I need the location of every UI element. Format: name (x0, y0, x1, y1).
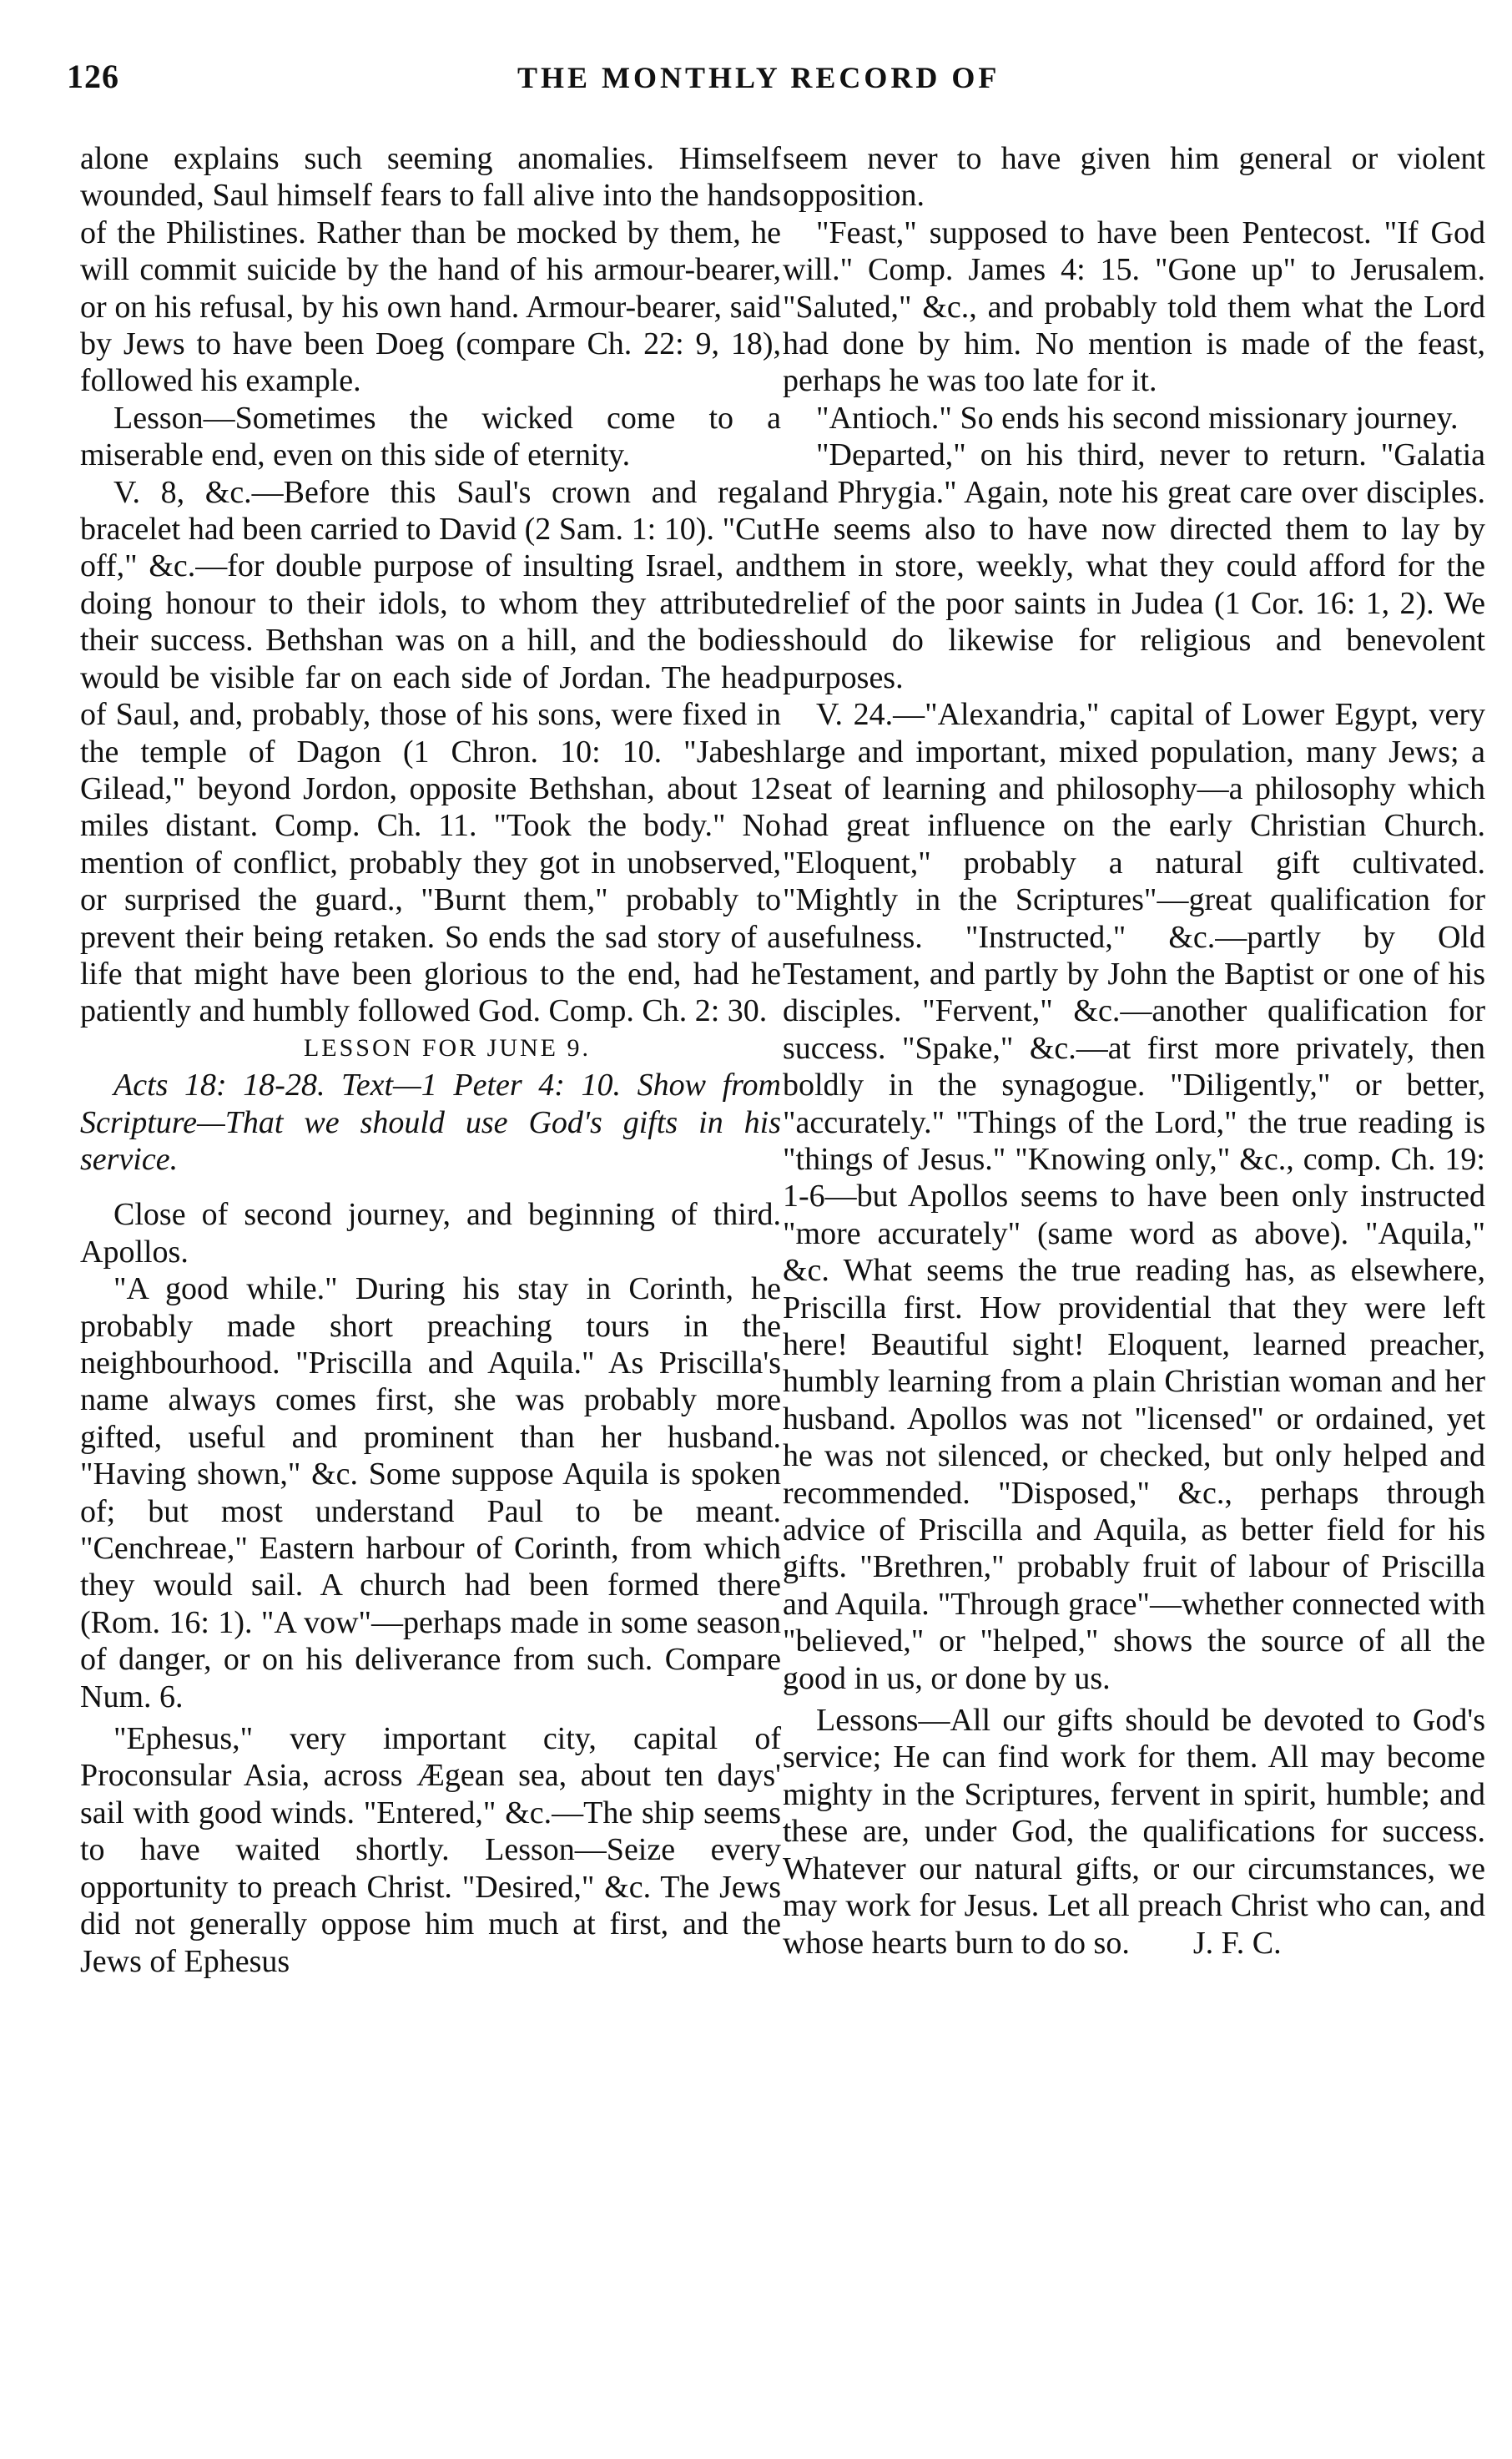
signature: J. F. C. (1192, 1925, 1282, 1961)
running-title: THE MONTHLY RECORD OF (517, 61, 1000, 94)
lessons-paragraph (783, 1702, 1485, 1962)
lessons-text: Lessons—All our gifts should be devoted to God's service; He can find work for them. All may become mighty in the Scriptures, fervent in spirit, humble; and these are, under God, the qualifications for success. Whatever our natural gifts, or our circumstances, we may work for Jesus. Let all preach Christ who can, and whose hearts burn to do so. (783, 1703, 1485, 1961)
left-column (80, 140, 781, 1980)
paragraph: V. 24.—"Alexandria," capital of Lower Egypt, very large and important, mixed population, many Jews; a seat of learning and philosophy—a philosophy which had great influence on the early Christian Church. "Eloquent," probably a natural gift cultivated. "Mightly in the Scriptures"—great qualification for usefulness. "Instructed," &c.—partly by Old Testament, and partly by John the Baptist or one of his disciples. "Fervent," &c.—another qualification for success. "Spake," &c.—at first more privately, then boldly in the synagogue. "Diligently," or better, "accurately." "Things of the Lord," the true reading is "things of Jesus." "Knowing only," &c., comp. Ch. 19: 1-6—but Apollos seems to have been only instructed "more accurately" (same word as above). "Aquila," &c. What seems the true reading has, as elsewhere, Priscilla first. How providential that they were left here! Beautiful sight! Eloquent, learned preacher, humbly learning from a plain Christian woman and her husband. Apollos was not "licensed" or ordained, yet he was not silenced, or checked, but only helped and recommended. "Disposed," &c., perhaps through advice of Priscilla and Aquila, as better field for his gifts. "Brethren," probably fruit of labour of Priscilla and Aquila. "Through grace"—whether connected with "believed," or "helped," shows the source of all the good in us, or done by us. (783, 697, 1485, 1696)
paragraph: alone explains such seeming anomalies. Himself wounded, Saul himself fears to fall alive into the hands of the Philistines. Rather than be mocked by them, he will commit suicide by the hand of his armour-bearer, or on his refusal, by his own hand. Armour-bearer, said by Jews to have been Doeg (compare Ch. 22: 9, 18), followed his example. (80, 141, 781, 399)
lesson-note: Lesson—Sometimes the wicked come to a miserable end, even on this side of eternity. (80, 400, 781, 473)
page-header (67, 57, 1452, 107)
paragraph: "Antioch." So ends his second missionary journey. (816, 400, 1459, 436)
paragraph: "A good while." During his stay in Corinth, he probably made short preaching tours in the neighbourhood. "Priscilla and Aquila." As Priscilla's name always comes first, she was probably more gifted, useful and prominent than her husband. "Having shown," &c. Some suppose Aquila is spoken of; but most understand Paul to be meant. "Cenchreae," Eastern harbour of Corinth, from which they would sail. A church had been formed there (Rom. 16: 1). "A vow"—perhaps made in some season of danger, or on his deliverance from such. Compare Num. 6. (80, 1271, 781, 1714)
page-number: 126 (67, 58, 119, 95)
paragraph: V. 8, &c.—Before this Saul's crown and regal bracelet had been carried to David (2 Sam. 1: 10). "Cut off," &c.—for double purpose of insulting Israel, and doing honour to their idols, to whom they attributed their success. Bethshan was on a hill, and the bodies would be visible far on each side of Jordan. The head of Saul, and, probably, those of his sons, were fixed in the temple of Dagon (1 Chron. 10: 10. "Jabesh Gilead," beyond Jordon, opposite Bethshan, about 12 miles distant. Comp. Ch. 11. "Took the body." No mention of conflict, probably they got in unobserved, or surprised the guard., "Burnt them," probably to prevent their being retaken. So ends the sad story of a life that might have been glorious to the end, had he patiently and humbly followed God. Comp. Ch. 2: 30. (80, 474, 781, 1029)
paragraph: "Ephesus," very important city, capital of Proconsular Asia, across Ægean sea, about ten days' sail with good winds. "Entered," &c.—The ship seems to have waited shortly. Lesson—Seize every opportunity to preach Christ. "Desired," &c. The Jews did not generally oppose him much at first, and the Jews of Ephesus (80, 1721, 781, 1979)
right-column (783, 140, 1485, 1962)
paragraph: "Feast," supposed to have been Pentecost. "If God will." Comp. James 4: 15. "Gone up" to Jerusalem. "Saluted," &c., and probably told them what the Lord had done by him. No mention is made of the feast, perhaps he was too late for it. (783, 215, 1485, 399)
lesson-intro: Acts 18: 18-28. Text—1 Peter 4: 10. Show from Scripture—That we should use God's gifts in his service. (80, 1068, 781, 1177)
paragraph: "Departed," on his third, never to return. "Galatia and Phrygia." Again, note his great care over disciples. He seems also to have now directed them to lay by them in store, weekly, what they could afford for the relief of the poor saints in Judea (1 Cor. 16: 1, 2). We should do likewise for religious and benevolent purposes. (783, 437, 1485, 695)
lesson-heading: LESSON FOR JUNE 9. (303, 1033, 592, 1062)
paragraph: seem never to have given him general or violent opposition. (783, 141, 1485, 214)
paragraph: Close of second journey, and beginning of third. Apollos. (80, 1197, 781, 1270)
